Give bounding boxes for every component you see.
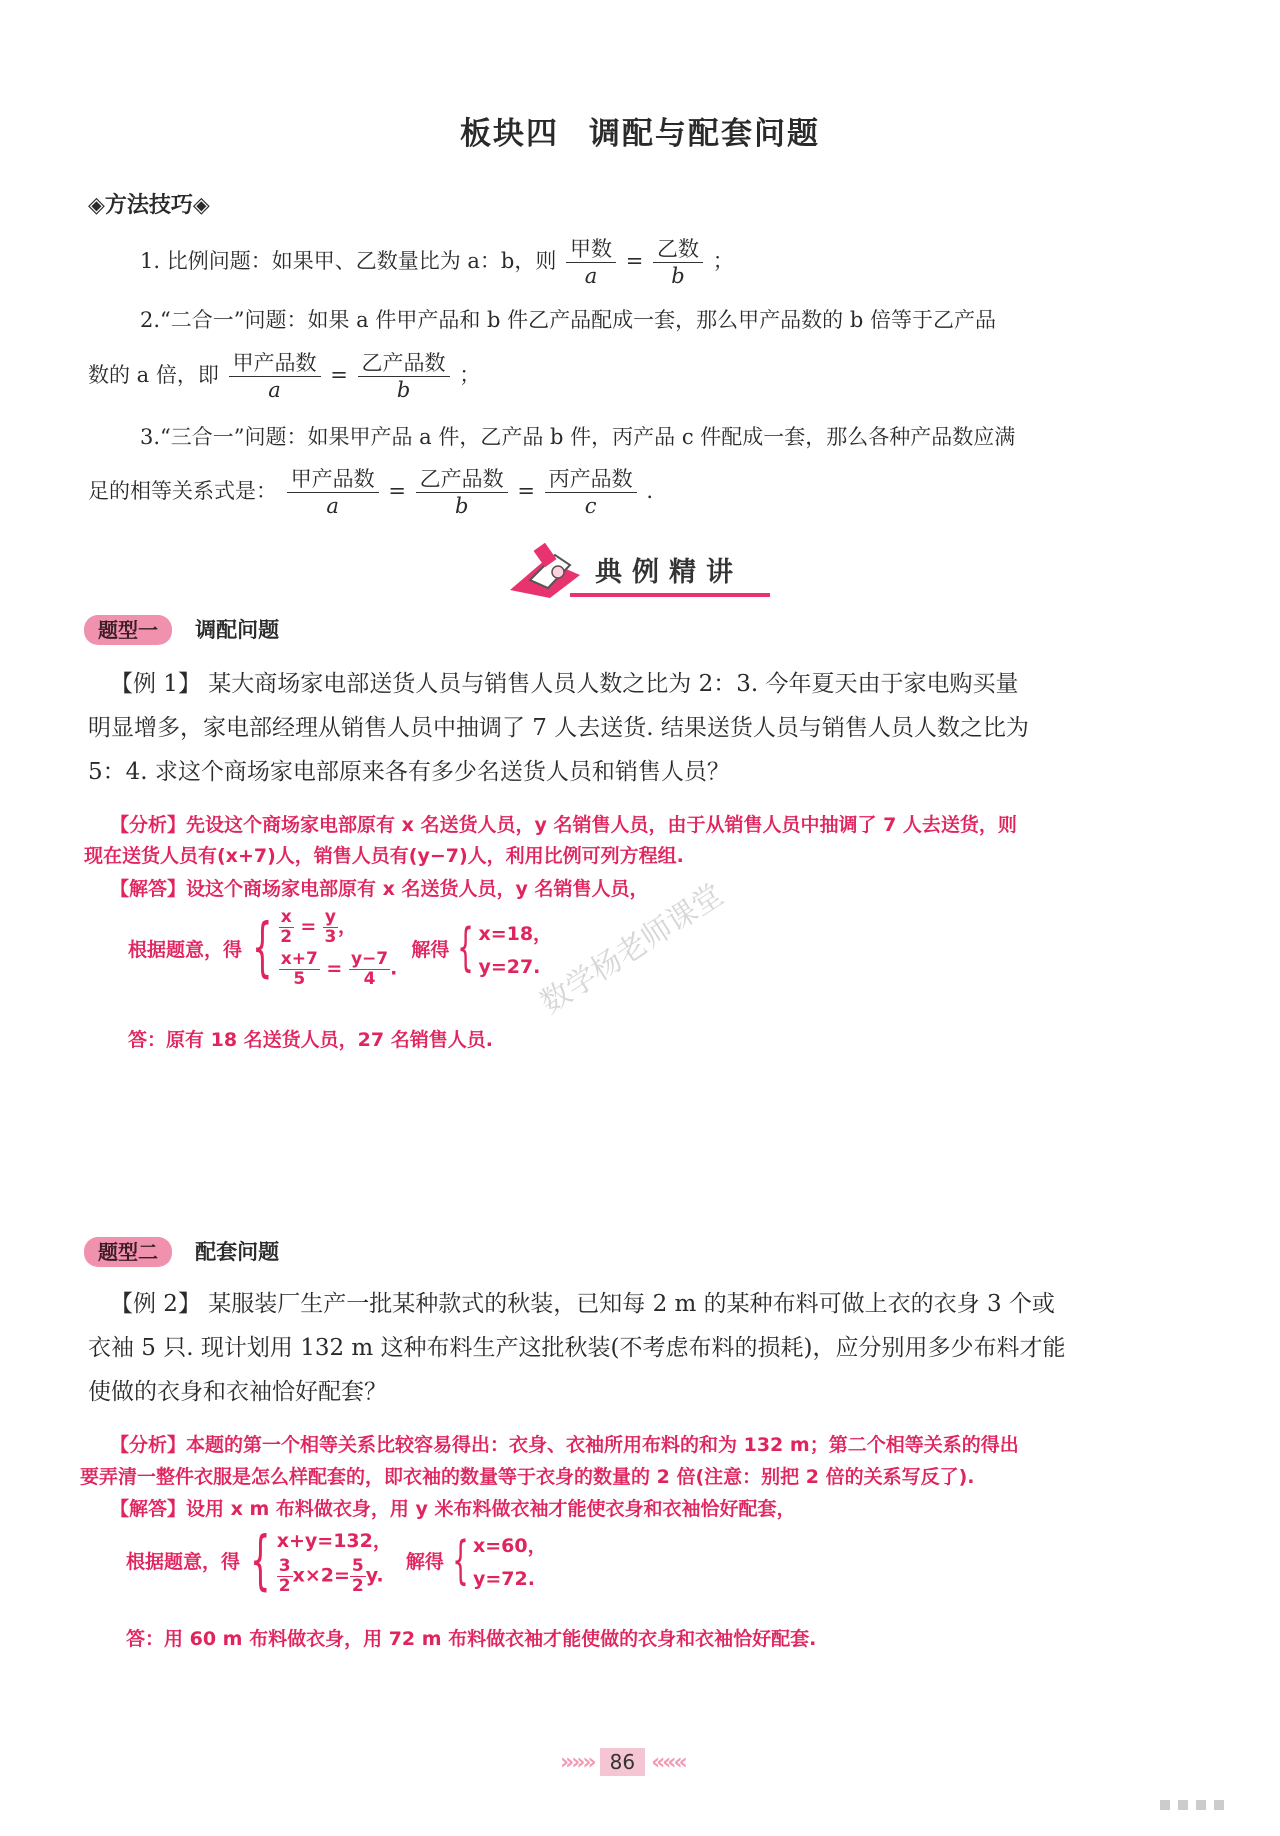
solution-1-line1: 【解答】设这个商场家电部原有 x 名送货人员，y 名销售人员， xyxy=(110,878,649,900)
type-2-tag: 题型二 xyxy=(84,1237,172,1267)
right-arrows-icon: ««« xyxy=(651,1749,685,1775)
analysis-2-line2: 要弄清一整件衣服是怎么样配套的，即衣袖的数量等于衣身的数量的 2 倍(注意：别把 2 倍的关系写反了). xyxy=(80,1466,975,1488)
solution-1-system: 根据题意，得 { $\frac{x}{2}$ = $\frac{y}{3}$ ， $\frac{x+7}{5}$ = $\frac{y-7}{4}$ . 解得 { x=18， y=27. xyxy=(128,907,553,990)
watermark: 数学杨老师课堂 xyxy=(534,877,730,1022)
page-number: 86 xyxy=(600,1748,645,1776)
solution-2-system: 根据题意，得 { x+y=132， $\frac{3}{2}$ x×2= $\frac{5}{2}$ y. 解得 { x=60， y=72. xyxy=(126,1523,547,1598)
tip-3-fraction-3: $\frac{\text{丙产品数}}{c}$ xyxy=(545,468,637,517)
answer-2: 答：用 60 m 布料做衣身，用 72 m 布料做衣袖才能使做的衣身和衣袖恰好配套. xyxy=(126,1628,817,1650)
tip-3-line2: 足的相等关系式是： $\frac{\text{甲产品数}}{a}$ = $\frac{\text{乙产品数}}{b}$ = $\frac{\text{丙产品数}}{c}$ . xyxy=(88,467,654,519)
section-banner xyxy=(500,540,780,600)
corner-dots xyxy=(1160,1800,1224,1810)
analysis-1-line1: 【分析】先设这个商场家电部原有 x 名送货人员，y 名销售人员，由于从销售人员中抽调了 7 人去送货，则 xyxy=(110,814,1017,836)
tip-3-fraction-1: $\frac{\text{甲产品数}}{a}$ xyxy=(287,468,379,517)
example-2: 【例 2】 某服装厂生产一批某种款式的秋装，已知每 2 m 的某种布料可做上衣的衣身 3 个或 衣袖 5 只. 现计划用 132 m 这种布料生产这批秋装(不考虑布料的损耗)，应分别用多少布料才能 使做的衣身和衣袖恰好配套？ xyxy=(88,1291,1066,1405)
left-arrows-icon: »»» xyxy=(560,1749,594,1775)
banner-title: 典例精讲 xyxy=(595,557,743,588)
analysis-1-line2: 现在送货人员有(x+7)人，销售人员有(y−7)人，利用比例可列方程组. xyxy=(84,845,684,867)
type-2-title: 配套问题 xyxy=(195,1240,280,1264)
analysis-2-line1: 【分析】本题的第一个相等关系比较容易得出：衣身、衣袖所用布料的和为 132 m；第二个相等关系的得出 xyxy=(110,1434,1019,1456)
tip-3-line1: 3.“三合一”问题：如果甲产品 a 件，乙产品 b 件，丙产品 c 件配成一套，那么各种产品数应满 xyxy=(140,425,1016,449)
tip-1: 1. 比例问题：如果甲、乙数量比为 a：b，则 $\frac{\text{甲数}}{a}$ = $\frac{\text{乙数}}{b}$ ； xyxy=(140,237,734,289)
type-1-tag: 题型一 xyxy=(84,615,172,645)
telescope-icon xyxy=(500,540,590,600)
title-part2: 调配与配套问题 xyxy=(589,116,820,152)
tip-1-fraction-1: $\frac{\text{甲数}}{a}$ xyxy=(566,238,616,287)
answer-1: 答：原有 18 名送货人员，27 名销售人员. xyxy=(128,1029,493,1051)
banner-underline xyxy=(570,593,770,597)
page-footer xyxy=(560,1748,685,1776)
tip-2-line2: 数的 a 倍，即 $\frac{\text{甲产品数}}{a}$ = $\frac{\text{乙产品数}}{b}$ ； xyxy=(88,351,481,403)
tip-2-fraction-1: $\frac{\text{甲产品数}}{a}$ xyxy=(229,352,321,401)
tip-2-line1: 2.“二合一”问题：如果 a 件甲产品和 b 件乙产品配成一套，那么甲产品数的 b 倍等于乙产品 xyxy=(140,308,996,332)
title-part1: 板块四 xyxy=(460,116,559,152)
tip-3-fraction-2: $\frac{\text{乙产品数}}{b}$ xyxy=(416,468,508,517)
tip-2-fraction-2: $\frac{\text{乙产品数}}{b}$ xyxy=(358,352,450,401)
tip-1-fraction-2: $\frac{\text{乙数}}{b}$ xyxy=(653,238,703,287)
type-1-heading xyxy=(84,614,279,644)
solution-2-line1: 【解答】设用 x m 布料做衣身，用 y 米布料做衣袖才能使衣身和衣袖恰好配套， xyxy=(110,1498,796,1520)
page-title xyxy=(0,108,1280,153)
example-1: 【例 1】 某大商场家电部送货人员与销售人员人数之比为 2：3. 今年夏天由于家电购买量 明显增多，家电部经理从销售人员中抽调了 7 人去送货. 结果送货人员与销售人员人数之比为 5：4. 求这个商场家电部原来各有多少名送货人员和销售人员？ xyxy=(88,671,1029,785)
method-label: ◈方法技巧◈ xyxy=(88,193,210,218)
type-1-title: 调配问题 xyxy=(195,618,280,642)
type-2-heading xyxy=(84,1236,279,1266)
